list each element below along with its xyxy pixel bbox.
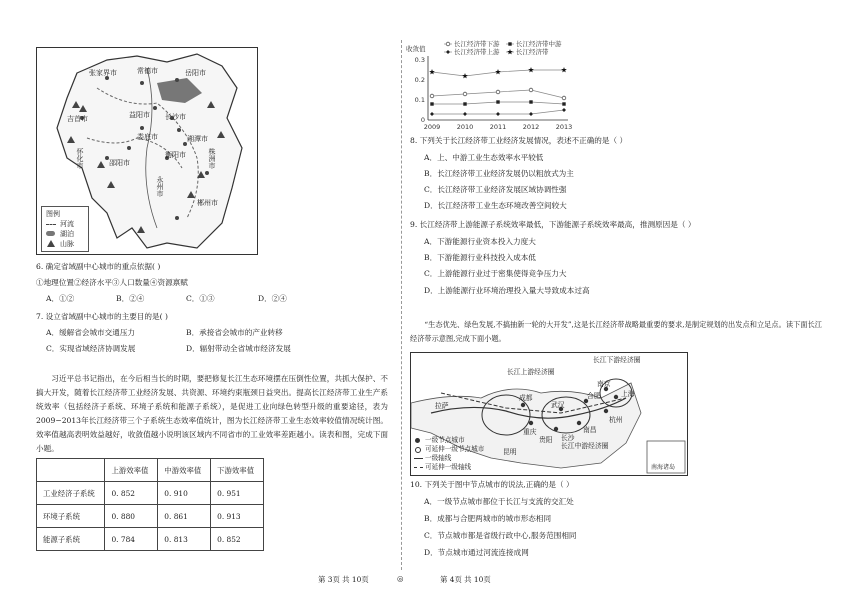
map-city-label: 成都 [519, 394, 533, 402]
table-cell: 0. 861 [158, 505, 211, 528]
question-9-stem: 9. 长江经济带上游能源子系统效率最低，下游能源子系统效率最高，推测原因是（ ） [410, 220, 696, 229]
data-point [429, 69, 435, 74]
city-label: 株洲市 [208, 148, 216, 169]
page-footer-right: 第 4页 共 10页 [440, 575, 491, 584]
table-header-cell: 上游效率值 [105, 459, 158, 482]
question-7-stem: 7. 设立省域副中心城市的主要目的是( ) [36, 312, 168, 321]
data-point [529, 112, 533, 116]
map2-legend [413, 435, 495, 473]
city-label: 怀化市 [76, 148, 84, 169]
axis-line-icon [414, 458, 423, 459]
legend-label: 长江经济带上游 [454, 48, 500, 56]
map-region-label: 长江上游经济圈 [507, 368, 555, 376]
legend-item: 可延伸一级节点城市 [425, 445, 485, 453]
table-header-cell [37, 459, 105, 482]
option-b[interactable]: B．下游能源行业科技投入成本低 [424, 253, 536, 262]
data-point [463, 112, 467, 116]
data-point [562, 108, 566, 112]
map-city-label: 长沙 [561, 434, 575, 442]
legend-title: 图例 [46, 210, 60, 218]
option-a[interactable]: A．①② [46, 294, 75, 303]
option-c[interactable]: C．节点城市都是省级行政中心,服务范围相同 [424, 531, 577, 540]
y-tick-label: 0 [420, 116, 425, 124]
table-cell: 环境子系统 [37, 505, 105, 528]
data-point [562, 96, 566, 100]
option-c[interactable]: C．长江经济带工业经济发展区域协调性强 [424, 185, 567, 194]
option-a[interactable]: A．下游能源行业资本投入力度大 [424, 237, 536, 246]
option-d[interactable]: D．上游能源行业环境治理投入量大导致成本过高 [424, 286, 590, 295]
legend-item: 可延伸一级轴线 [425, 463, 472, 471]
data-point [496, 100, 499, 103]
data-point [528, 67, 534, 72]
legend-item: 一级节点城市 [425, 436, 465, 444]
city-label: 岳阳市 [185, 69, 206, 77]
mountain-icon [47, 240, 55, 247]
table-cell: 能源子系统 [37, 528, 105, 551]
legend-item: 一级轴线 [425, 454, 452, 462]
efficiency-table [36, 458, 264, 551]
map-city-label: 南京 [597, 380, 611, 388]
table-cell: 0. 913 [211, 505, 264, 528]
option-b[interactable]: B．长江经济带工业经济发展仍以粗放式为主 [424, 169, 574, 178]
city-label: 郴州市 [197, 199, 218, 207]
table-cell: 0. 852 [105, 482, 158, 505]
option-a[interactable]: A．一级节点城市都位于长江与支流的交汇处 [424, 497, 574, 506]
data-point [496, 90, 500, 94]
legend-marker [508, 42, 511, 45]
city-label: 娄底市 [137, 133, 158, 141]
question-6-items: ①地理位置②经济水平③人口数量④资源禀赋 [36, 278, 188, 287]
map-city-label: 重庆 [523, 428, 537, 436]
option-c[interactable]: C．上游能源行业过于密集使得竞争压力大 [424, 269, 567, 278]
x-tick-label: 2010 [456, 123, 474, 131]
reading-passage: 习近平总书记指出，在今后相当长的时期，要把修复长江生态环境摆在压倒性位置，共抓大保护、不搞大开发，随着长江经济带工业经济发展、共资源、环境约束瓶颈日益突出。提高长江经济带工业生产系统效率（包括经济子系统、环境子系统和能源子系统），是促进工业向绿色转型升级的重要途径，表为2009−2013年长江经济带三个子系统生态效率值统计，图为长江经济带工业生态效率较值情况统计图。效率值越高表明效益越好，收敛值越小说明该区域内不同省市的工业效率差距越小。读表和图，完成下面小题。 [36, 374, 388, 453]
city-label: 益阳市 [129, 111, 150, 119]
table-row [37, 482, 264, 505]
data-point [463, 102, 466, 105]
city-label: 张家界市 [89, 69, 117, 77]
map-city-label: 昆明 [503, 448, 517, 456]
city-label: 永州市 [156, 176, 164, 197]
table-cell: 0. 784 [105, 528, 158, 551]
question-8-stem: 8. 下列关于长江经济带工业经济发展情况，表述不正确的是（ ） [410, 136, 628, 145]
question-10-stem: 10. 下列关于图中节点城市的说法,正确的是（ ） [410, 480, 574, 489]
legend-marker [507, 49, 513, 54]
reading-passage-2: “生态优先、绿色发展,不搞抽新一轮的大开发”,这是长江经济带战略最重要的要求,是制定规划的出发点和立足点。读下面长江经济带示意图,完成下面小题。 [410, 320, 822, 343]
data-point [430, 112, 434, 116]
data-point [462, 73, 468, 78]
table-cell: 0. 813 [158, 528, 211, 551]
city-label: 衡阳市 [165, 151, 186, 159]
data-point [529, 100, 532, 103]
option-d[interactable]: D．②④ [258, 294, 287, 303]
option-d[interactable]: D．节点城市通过河流连接成网 [424, 548, 529, 557]
map-legend [41, 206, 89, 252]
table-row [37, 528, 264, 551]
city-label: 邵阳市 [109, 159, 130, 167]
data-point [562, 102, 565, 105]
map-city-label: 上海 [621, 390, 635, 398]
hunan-map [36, 47, 258, 255]
map-city-label: 武汉 [551, 401, 565, 409]
binding-mark-icon: ◎ [397, 574, 404, 583]
table-header-cell: 下游效率值 [211, 459, 264, 482]
option-c[interactable]: C．实现省域经济协调发展 [46, 344, 136, 353]
table-cell: 0. 910 [158, 482, 211, 505]
table-cell: 0. 880 [105, 505, 158, 528]
yangtze-map [410, 352, 688, 476]
city-label: 常德市 [137, 67, 158, 75]
page-divider [401, 40, 402, 570]
table-header-cell: 中游效率值 [158, 459, 211, 482]
x-tick-label: 2009 [423, 123, 441, 131]
x-tick-label: 2011 [489, 123, 507, 131]
data-point [430, 102, 433, 105]
lake-icon [46, 231, 55, 236]
table-row [37, 505, 264, 528]
legend-marker [446, 50, 450, 54]
data-point [495, 69, 501, 74]
option-a[interactable]: A．缓解省会城市交通压力 [46, 328, 136, 337]
city-label: 湘潭市 [187, 135, 208, 143]
legend-label: 长江经济带下游 [454, 40, 500, 48]
extendable-node-icon [415, 447, 421, 453]
map-city-label: 杭州 [609, 416, 623, 424]
page-footer-left: 第 3页 共 10页 [318, 575, 369, 584]
map-city-label: 合肥 [587, 392, 601, 400]
data-point [529, 88, 533, 92]
legend-item: 湖泊 [60, 230, 74, 238]
legend-item: 河流 [60, 220, 74, 228]
y-axis-label: 收敛值 [406, 45, 426, 53]
city-label: 吉首市 [67, 115, 88, 123]
x-tick-label: 2012 [522, 123, 540, 131]
map-region-label: 长江下游经济圈 [593, 356, 641, 364]
map-city-label: 贵阳 [539, 436, 553, 444]
extendable-axis-icon [414, 467, 423, 468]
convergence-chart [406, 40, 576, 132]
data-point [430, 94, 434, 98]
node-city-icon [415, 438, 420, 443]
table-cell: 0. 951 [211, 482, 264, 505]
legend-item: 山脉 [60, 240, 74, 248]
y-tick-label: 0.2 [414, 76, 425, 84]
data-point [561, 67, 567, 72]
legend-label: 长江经济带 [516, 48, 549, 56]
map-region-label: 长江中游经济圈 [561, 442, 609, 450]
option-d[interactable]: D．辐射带动全省城市经济发展 [186, 344, 291, 353]
map-city-label: 南昌 [583, 426, 597, 434]
data-point [463, 92, 467, 96]
table-header-row [37, 459, 264, 482]
option-d[interactable]: D．长江经济带工业生态环境改善空间较大 [424, 201, 567, 210]
city-label: 长沙市 [165, 113, 186, 121]
legend-label: 长江经济带中游 [516, 40, 562, 48]
table-cell: 工业经济子系统 [37, 482, 105, 505]
option-b[interactable]: B．②④ [116, 294, 145, 303]
data-point [496, 112, 500, 116]
table-cell: 0. 852 [211, 528, 264, 551]
option-b[interactable]: B．承接省会城市的产业转移 [186, 328, 283, 337]
map-city-label: 拉萨 [435, 402, 449, 410]
option-c[interactable]: C．①③ [186, 294, 215, 303]
question-6-stem: 6. 确定省域副中心城市的重点依据( ) [36, 262, 161, 271]
river-icon [46, 224, 56, 225]
y-tick-label: 0.1 [414, 96, 425, 104]
inset-caption: 南海诸岛 [651, 464, 676, 471]
y-tick-label: 0.3 [414, 56, 425, 64]
legend-marker [446, 42, 450, 46]
x-tick-label: 2013 [555, 123, 573, 131]
option-a[interactable]: A．上、中游工业生态效率水平较低 [424, 153, 544, 162]
option-b[interactable]: B．成都与合肥两城市的城市形态相同 [424, 514, 552, 523]
